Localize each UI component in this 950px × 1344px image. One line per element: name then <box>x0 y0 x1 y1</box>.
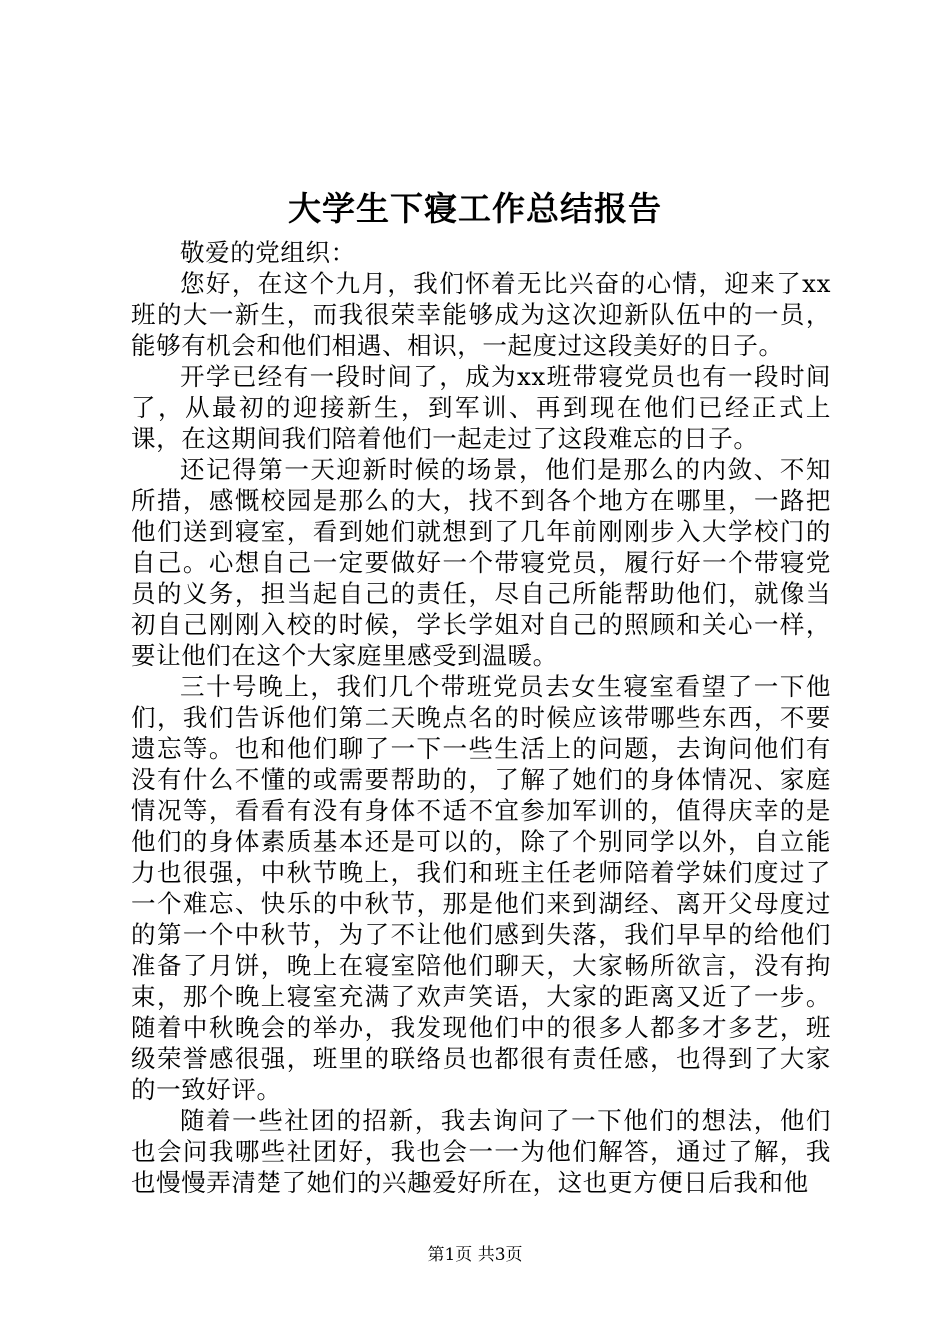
document-body <box>131 237 831 1198</box>
paragraph-2: 开学已经有一段时间了，成为xx班带寝党员也有一段时间了，从最初的迎接新生，到军训、再到现在他们已经正式上课，在这期间我们陪着他们一起走过了这段难忘的日子。 <box>131 362 831 453</box>
page-footer: 第1页 共3页 <box>427 1245 523 1265</box>
document-title: 大学生下寝工作总结报告 <box>288 189 662 228</box>
paragraph-5: 随着一些社团的招新，我去询问了一下他们的想法，他们也会问我哪些社团好，我也会一一为他们解答，通过了解，我也慢慢弄清楚了她们的兴趣爱好所在，这也更方便日后我和他 <box>131 1106 831 1197</box>
paragraph-1: 您好，在这个九月，我们怀着无比兴奋的心情，迎来了xx班的大一新生，而我很荣幸能够成为这次迎新队伍中的一员，能够有机会和他们相遇、相识，一起度过这段美好的日子。 <box>131 269 831 360</box>
paragraph-4: 三十号晚上，我们几个带班党员去女生寝室看望了一下他们，我们告诉他们第二天晚点名的时候应该带哪些东西，不要遗忘等。也和他们聊了一下一些生活上的问题，去询问他们有没有什么不懂的或需要帮助的，了解了她们的身体情况、家庭情况等，看看有没有身体不适不宜参加军训的，值得庆幸的是他们的身体素质基本还是可以的，除了个别同学以外，自立能力也很强，中秋节晚上，我们和班主任老师陪着学妹们度过了一个难忘、快乐的中秋节，那是他们来到湖经、离开父母度过的第一个中秋节，为了不让他们感到失落，我们早早的给他们准备了月饼，晚上在寝室陪他们聊天，大家畅所欲言，没有拘束，那个晚上寝室充满了欢声笑语，大家的距离又近了一步。随着中秋晚会的举办，我发现他们中的很多人都多才多艺，班级荣誉感很强，班里的联络员也都很有责任感，也得到了大家的一致好评。 <box>131 672 831 1104</box>
paragraph-3: 还记得第一天迎新时候的场景，他们是那么的内敛、不知所措，感慨校园是那么的大，找不到各个地方在哪里，一路把他们送到寝室，看到她们就想到了几年前刚刚步入大学校门的自己。心想自己一定要做好一个带寝党员，履行好一个带寝党员的义务，担当起自己的责任，尽自己所能帮助他们，就像当初自己刚刚入校的时候，学长学姐对自己的照顾和关心一样，要让他们在这个大家庭里感受到温暖。 <box>131 455 831 670</box>
salutation: 敬爱的党组织： <box>180 238 356 267</box>
